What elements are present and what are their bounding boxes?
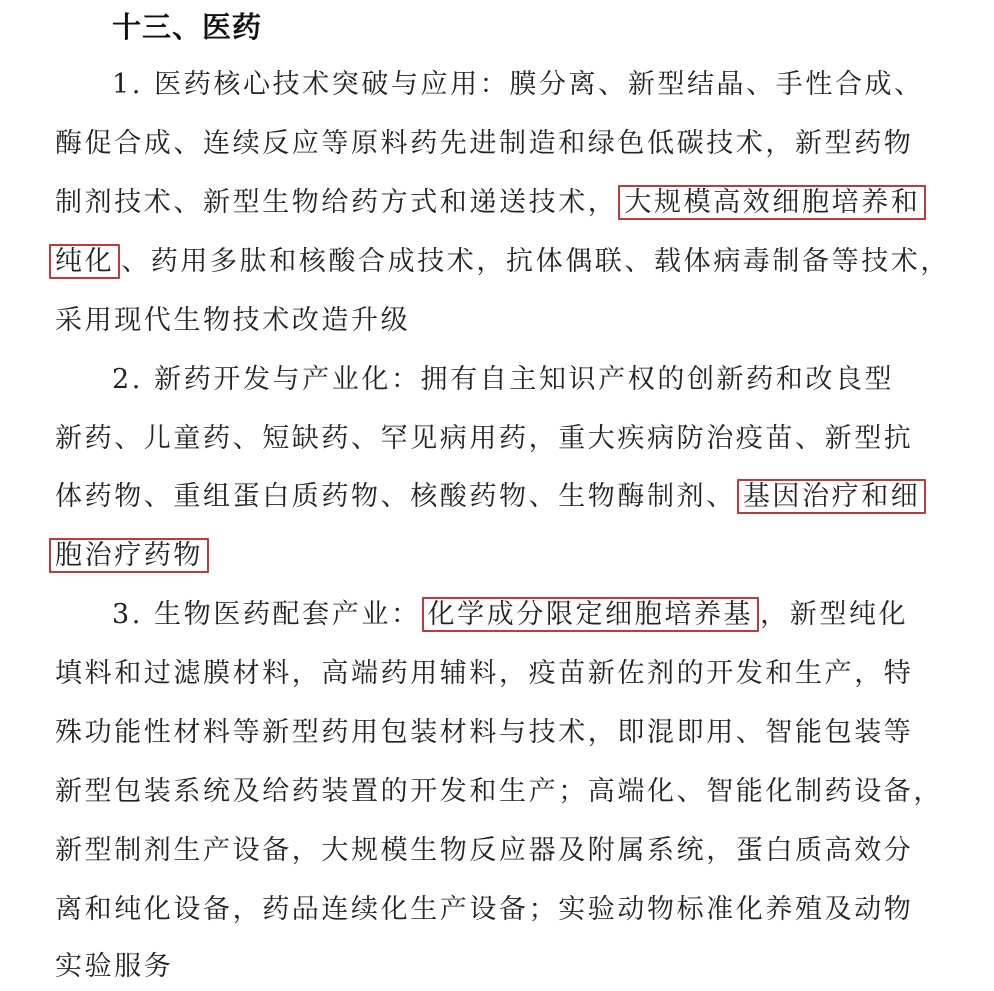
- paragraph-line: [55, 887, 913, 933]
- line-text: 制剂技术、新型生物给药方式和递送技术，: [55, 187, 618, 218]
- line-text: ，新型纯化: [760, 599, 909, 630]
- paragraph-line: [55, 121, 913, 167]
- line-text: 新药、儿童药、短缺药、罕见病用药，重大疾病防治疫苗、新型抗: [55, 423, 914, 454]
- paragraph-line: [55, 651, 913, 697]
- paragraph-line: [112, 62, 924, 108]
- line-text: 、药用多肽和核酸合成技术，抗体偶联、载体病毒制备等技术，: [121, 246, 951, 277]
- paragraph-line: [55, 533, 210, 579]
- line-text: 采用现代生物技术改造升级: [55, 305, 411, 336]
- paragraph-line: [112, 357, 894, 403]
- line-text: 2. 新药开发与产业化：拥有自主知识产权的创新药和改良型: [112, 364, 895, 395]
- line-text: 殊功能性材料等新型药用包装材料与技术，即混即用、智能包装等: [55, 717, 914, 748]
- line-text: 3. 生物医药配套产业：: [112, 599, 421, 630]
- line-text: 1. 医药核心技术突破与应用：膜分离、新型结晶、手性合成、: [112, 69, 924, 100]
- highlight-box: 胞治疗药物: [49, 538, 209, 573]
- paragraph-line: [55, 944, 173, 990]
- line-text: 新型包装系统及给药装置的开发和生产；高端化、智能化制药设备，: [55, 776, 943, 807]
- line-text: 体药物、重组蛋白质药物、核酸药物、生物酶制剂、: [55, 481, 736, 512]
- paragraph-line: [55, 298, 410, 344]
- paragraph-line: [55, 239, 950, 285]
- highlight-box: 化学成分限定细胞培养基: [422, 597, 760, 632]
- paragraph-line: [55, 416, 913, 462]
- section-title: 十三、医药: [112, 10, 263, 44]
- paragraph-line: [55, 474, 927, 520]
- highlight-box: 基因治疗和细: [737, 479, 927, 514]
- paragraph-line: [112, 592, 908, 638]
- line-text: 离和纯化设备，药品连续化生产设备；实验动物标准化养殖及动物: [55, 894, 914, 925]
- line-text: 新型制剂生产设备，大规模生物反应器及附属系统，蛋白质高效分: [55, 835, 914, 866]
- line-text: 实验服务: [55, 951, 174, 982]
- line-text: 填料和过滤膜材料，高端药用辅料，疫苗新佐剂的开发和生产，特: [55, 658, 914, 689]
- paragraph-line: [55, 769, 943, 815]
- highlight-box: 大规模高效细胞培养和: [618, 185, 926, 220]
- paragraph-line: [55, 710, 913, 756]
- paragraph-line: [55, 180, 927, 226]
- paragraph-line: [55, 828, 913, 874]
- line-text: 酶促合成、连续反应等原料药先进制造和绿色低碳技术，新型药物: [55, 128, 914, 159]
- highlight-box: 纯化: [49, 244, 120, 279]
